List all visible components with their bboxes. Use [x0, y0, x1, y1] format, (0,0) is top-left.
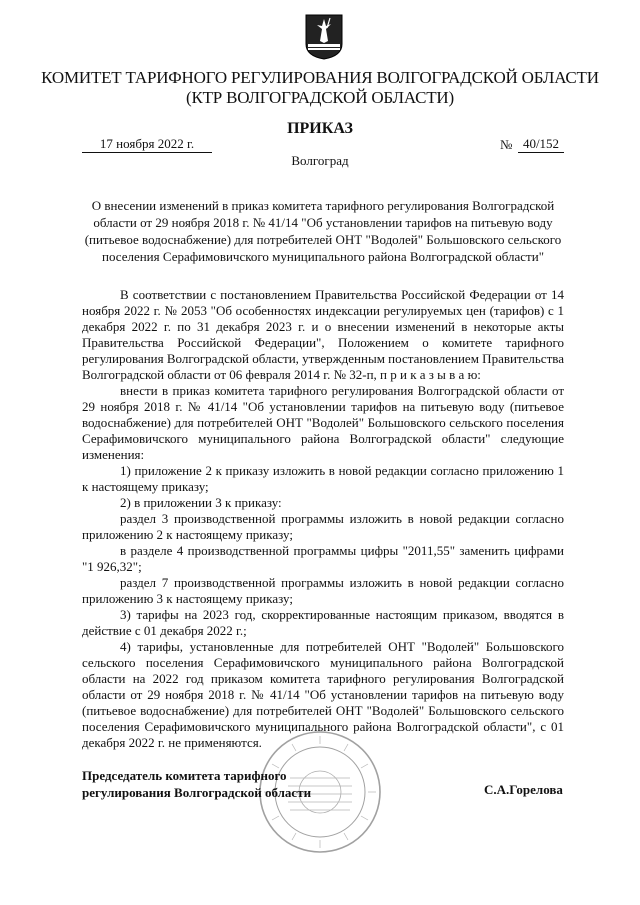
body-item-4: 4) тарифы, установленные для потребителей ОНТ "Водолей" Большовского сельского поселения Серафимовичского муниципального района Волгоградской области на 2022 год приказом комитета тарифного регулирования Волгоградской области от 29 ноября 2018 г. № 41/14 "Об установлении тарифов на питьевую воду (питьевое водоснабжение) для потребителей ОНТ "Водолей" Большовского сельского поселения Серафимовичского муниципального района Волгоградской области", с 01 декабря 2022 г. не применяются. — [82, 639, 564, 750]
volgograd-emblem-icon — [305, 14, 343, 60]
document-date: 17 ноября 2022 г. — [82, 136, 212, 153]
body-item-2b: в разделе 4 производственной программы цифры "2011,55" заменить цифрами "1 926,32"; — [82, 543, 564, 574]
org-short-name: (КТР ВОЛГОГРАДСКОЙ ОБЛАСТИ) — [186, 88, 454, 107]
body-item-3: 3) тарифы на 2023 год, скорректированные настоящим приказом, вводятся в действие с 01 декабря 2022 г.; — [82, 607, 564, 638]
body-item-2c: раздел 7 производственной программы изложить в новой редакции согласно приложению 3 к настоящему приказу; — [82, 575, 564, 606]
document-subject: О внесении изменений в приказ комитета тарифного регулирования Волгоградской области от 29 ноября 2018 г. № 41/14 "Об установлении тарифов на питьевую воду (питьевое водоснабжение) для потребителей ОНТ "Водолей" Большовского сельского поселения Серафимовичского муниципального района Волгоградской области" — [84, 198, 562, 264]
signatory-name: С.А.Горелова — [484, 782, 563, 797]
document-number: 40/152 — [518, 136, 564, 153]
body-preamble: В соответствии с постановлением Правительства Российской Федерации от 14 ноября 2022 г. № 2053 "Об особенностях индексации регулируемых цен (тарифов) с 1 декабря 2022 г. по 31 декабря 2023 г. и о внесении изменений в некоторые акты Правительства Российской Федерации", Положением о комитете тарифного регулирования Волгоградской области, утвержденным постановлением Правительства Волгоградской области от 06 февраля 2014 г. № 32-п, п р и к а з ы в а ю: — [82, 287, 564, 382]
org-name: КОМИТЕТ ТАРИФНОГО РЕГУЛИРОВАНИЯ ВОЛГОГРАДСКОЙ ОБЛАСТИ — [41, 68, 599, 87]
document-type: ПРИКАЗ — [287, 120, 353, 137]
body-item-1: 1) приложение 2 к приказу изложить в новой редакции согласно приложению 1 к настоящему приказу; — [82, 463, 564, 494]
number-label: № — [500, 137, 513, 152]
signatory-title-line-1: Председатель комитета тарифного — [82, 768, 287, 783]
signatory-title-line-2: регулирования Волгоградской области — [82, 785, 312, 800]
body-item-2: 2) в приложении 3 к приказу: — [120, 495, 282, 510]
signatory-title — [82, 767, 311, 801]
document-body — [82, 287, 564, 751]
body-item-2a: раздел 3 производственной программы изложить в новой редакции согласно приложению 2 к настоящему приказу; — [82, 511, 564, 542]
body-order: внести в приказ комитета тарифного регулирования Волгоградской области от 29 ноября 2018 г. № 41/14 "Об установлении тарифов на питьевую воду (питьевое водоснабжение) для потребителей ОНТ "Водолей" Большовского сельского поселения Серафимовичского муниципального района Волгоградской области" следующие изменения: — [82, 383, 564, 462]
document-city: Волгоград — [291, 153, 349, 168]
